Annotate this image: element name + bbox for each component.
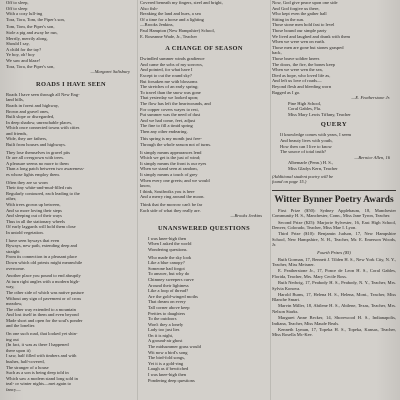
poem-line: But forsaken me with blossoms (140, 78, 198, 84)
poem-line: In untold vegetation. (6, 229, 44, 235)
poem-line: From its connection in a pleasant place (6, 254, 77, 260)
poem-line: A pleasure seems no more to them (6, 160, 69, 166)
poem-line: other, (6, 196, 17, 202)
poem-line: And beauty lives with youth, (280, 138, 333, 144)
poem-line: Think that the morrow can't be far (140, 202, 203, 207)
poem-line: At turn right angles with a modern high- (6, 278, 80, 284)
fourth-prize-entry: Marvin Miller, 18, Abilene H. S., Abilene, Texas, Teacher, Mrs. Nelson Starks. (272, 303, 396, 314)
poem-line: Which once connected towns with cities (6, 125, 80, 131)
poem-line: When every one greets; and we would (140, 177, 210, 183)
poem-title-query: QUERY (320, 121, 348, 129)
poem-line: The stretches of an early spring; (140, 84, 199, 90)
column-right (272, 0, 396, 400)
poem-line: Also fish- (140, 5, 159, 11)
poem-line: back, (272, 50, 282, 56)
poem-line: And left us love of roads— (272, 78, 322, 84)
poem-line: We lived and laughed and drank with them (272, 33, 351, 39)
poem-line: Regularly contoured, each leading to the (6, 190, 80, 196)
additional-poetry-note (272, 174, 396, 185)
poem-line: Off to sleep, (6, 0, 29, 5)
poem-line: And sleeping out of their ways (6, 213, 62, 219)
poem-fragment-top (140, 0, 268, 39)
poem-line: Around their lightness (148, 282, 189, 288)
poem-line: Made short and open for the soul's ponder (6, 317, 83, 323)
fourth-prizes-list (272, 257, 396, 338)
poem-line: I saw, half filled with timbers and with (6, 353, 77, 359)
poem-line: Off to sleep (6, 5, 28, 11)
poem-line: Built from houses and highways. (6, 142, 66, 148)
poem-line: And a merry ring around the moon. (140, 194, 205, 200)
poem-line: The source of total truth? (280, 149, 326, 155)
poem-line: Another place you pound to end abruptly (6, 273, 81, 279)
poem-line: When we were wen the sea, (272, 67, 323, 73)
poem-line: Roads I have seen through all New Eng- (6, 91, 80, 97)
credit-line: Albemarle (Penn.) H. S., (288, 160, 334, 166)
poem-line: Pondering deep questions (148, 377, 195, 383)
third-prize-entry: Third Prize ($10): Benjamin Judson, 17, New Hampshire School, New Hampshire, N. H., Teacher, Mr. E. Emerson Woods, Jr. (272, 231, 396, 248)
poem-byline: —Bernice Allen, 16 (354, 154, 390, 160)
poem-line: land hills, (6, 97, 24, 103)
column-middle (140, 0, 268, 400)
poem-line: ing out (6, 336, 19, 342)
poem-line: They lose themselves in gravel pits (6, 149, 71, 155)
poem-line: That yesterday we looked upon; (140, 95, 199, 101)
second-prize-entry: Second Prize ($25): Marjorie Sylvester, 16, East High School, Denver, Colorado, Teacher, Miss Mae I. Lyon. (272, 219, 396, 231)
poem-line: The fine to fill a timid spring (140, 123, 193, 129)
poem-line: there upon it) (6, 347, 31, 353)
poem-line: Chimney sweepers curve (148, 276, 194, 282)
poem-line: Beyond flesh and bleeding worn (272, 83, 332, 89)
poem-title-roads: ROADS I HAVE SEEN (36, 80, 106, 88)
first-prize-entry: First Prize ($50): Sydney Applebaum, 18, Manchester Community H. S., Manchester, Conn., Miss Jane Tyron, Teacher. (272, 207, 396, 219)
poem-line: E. Roseanne Wade, Jr., Teacher (140, 33, 197, 39)
poem-line: When we stand seen at random, (140, 166, 198, 172)
poem-body-change-of-season (140, 56, 268, 213)
poem-line: To answer, but why do (148, 271, 190, 277)
poem-line: Paul Hampton (New Hampshire) School, (140, 27, 215, 33)
poem-line: Put summer was the need of dust (140, 112, 201, 118)
poem-byline: —E. Featherstone Jr. (351, 95, 390, 101)
poem-line: Breaking the land and hues, a sea (140, 11, 201, 17)
poem-line: And God forgive us there, (272, 5, 320, 11)
poem-line: If knowledge comes with years, I seem (280, 132, 352, 138)
poem-byline: —Margaret Salisbury (90, 69, 130, 75)
poem-line: On one such road, that looked yet shin- (6, 331, 78, 337)
poem-line: Than a long patch between two awareness- (6, 166, 85, 172)
poem-line: When I asked the world (148, 241, 192, 247)
poem-line: Someone had forgot (148, 265, 185, 271)
credit-line: Miss Gladys Kern, Teacher (288, 166, 338, 172)
credit-line: Coral Gables, Fla. (288, 106, 322, 112)
poem-line: Tom, Tom, the Piper's son, (6, 24, 55, 30)
poem-line: The midsummer grass would (148, 344, 201, 350)
poem-line: Through the whole season not of turns. (140, 142, 212, 148)
poem-line: Ragged as I go. (272, 89, 301, 95)
poem-line: way, (6, 284, 15, 290)
poem-line: Dwindled summer winds gradience (140, 56, 205, 62)
poem-line: It simply means appearances lend (140, 149, 202, 155)
poem-fragment-top (6, 0, 136, 69)
poem-line: Byways, new path, extending deep and (6, 243, 78, 249)
poem-body-roads (6, 92, 136, 393)
poem-line: bushes, half-covered, (6, 359, 45, 365)
poem-line: Yet it is a gold-ring (148, 360, 184, 366)
poem-line: It simply means the front is our eyes (140, 160, 207, 166)
poem-line: Merrily, merrily along, (6, 35, 48, 41)
note-line: (Additional student poetry will be (272, 173, 334, 179)
poem-line: I was knee-high then (148, 235, 187, 241)
poem-title-change-of-season: A CHANGE OF SEASON (165, 45, 243, 53)
poem-line: We saw and blaze! (6, 57, 41, 63)
poem-line: Often they are so worn (6, 179, 48, 185)
poem-line: Pretties to daughters (148, 310, 186, 316)
poem-line: Except to cut the round sky? (140, 72, 192, 78)
credit-line: Miss Mary Lewis Tiffany, Teacher (288, 111, 351, 117)
poem-line: When we were wen on earth. (272, 39, 326, 45)
poem-line: A child for the tay? (6, 46, 42, 52)
poem-line: Which we get is the just of wind; (140, 155, 201, 161)
poem-line: Are the gold-winged moths (148, 293, 198, 299)
poem-line: And pointed, for what have I (140, 67, 193, 73)
poem-line: Of early laggards will hold them close (6, 224, 76, 230)
poem-line: Which saw a modern stand long sold in (6, 375, 78, 381)
poem-line: The doors, the fire, the bones keep (272, 61, 335, 67)
poem-line: On it is night, (148, 332, 174, 338)
column-rule (270, 0, 271, 400)
fourth-prize-entry: Kenneth Lyman, 17, Topeka H. S., Topeka, Kansas, Teacher, Miss Rosella Mc-Kee. (272, 326, 396, 338)
credit-line: Pine High School, (288, 100, 322, 106)
poem-byline: —Brooks Jenkins (230, 213, 262, 219)
poem-line: The flow has left the heartwounds, and (140, 100, 211, 106)
poem-line: Ye boy, oh! boy (6, 52, 35, 58)
poem-line: Wit now a bird's song (148, 349, 188, 355)
poem-line: The bird-fold songs, (148, 355, 186, 361)
poem-line: meadow, (6, 301, 23, 307)
poem-line: Without any sign of pavement or of cross (6, 295, 82, 301)
poem-line: That dream on every (148, 299, 186, 305)
poem-line: Those men are gone but stones grasped (272, 44, 344, 50)
poem-line: Lady too just lies (148, 327, 180, 333)
poem-line: Roads in forest and highway, (6, 102, 59, 108)
poem-line: Of a time for a horse and a lighting (140, 16, 204, 22)
poem-line: Tora, Tora, Tom, the Piper's son, (6, 16, 65, 22)
poem-line: Those stone men hold fast to level (272, 22, 335, 28)
poem-line: —Brooks Jenkins, (140, 22, 174, 28)
poem-line: Like a loop of thread? (148, 288, 189, 294)
poem-line: Brown and gravel ones, (6, 108, 50, 114)
poem-line: Wondering questions. (148, 246, 188, 252)
poem-line: Or are all overgrown with trees. (6, 155, 64, 161)
poem-line: and the lonelier. (6, 323, 36, 329)
poem-line: know, (140, 183, 151, 189)
awards-section (272, 190, 396, 338)
poem-line: Their tiny white-and-mud-filled ruts (6, 185, 73, 191)
poem-line: Those brave soldier knees (272, 55, 320, 61)
poem-line: Tall corner above keep (148, 304, 190, 310)
poem-fragment-top (272, 0, 396, 95)
note-line: found on page 15.) (272, 179, 307, 185)
poem-title-unanswered-questions: UNANSWERED QUESTIONS (157, 224, 251, 232)
poem-line: Stole a pig and away he run, (6, 29, 58, 35)
poem-line: Then any other endearing. (140, 128, 188, 134)
fourth-prizes-heading: Fourth Prizes ($5) (317, 249, 351, 255)
poem-line: The stranger of a house (6, 364, 49, 370)
poem-line: A ground-air ghost (148, 338, 183, 344)
poem-line: I was knee-high then (148, 372, 187, 378)
poem-line: How then can I live to know (280, 143, 332, 149)
poem-line: I think, Southwiks you is here (140, 188, 195, 194)
poem-line: And so more loving their steps (6, 207, 62, 213)
poem-line: straight (6, 248, 20, 254)
poem-line: fancy— (6, 387, 21, 392)
poem-line: overcome. (6, 265, 26, 271)
poem-line: Down which old priests might meanwhile (6, 259, 83, 265)
poem-credits (272, 101, 396, 118)
fourth-prize-entry: E. Featherstone Jr., 17, Ponce de Leon H. S., Coral Gables, Florida, Teacher, Mrs. Mary Cecile Ross. (272, 268, 396, 279)
poem-line: Wide, they are fathers, (6, 136, 48, 142)
poem-line: Tora, Tora, the Piper's son, (6, 63, 55, 69)
poem-line: I have seen byways that even (6, 237, 60, 243)
poem-line: To travel than the snow was gone (140, 89, 201, 95)
poem-line: Covered beneath my fingers, steel and bright, (140, 0, 223, 5)
poem-line: Died as hope, who loved life as, (272, 72, 331, 78)
poem-line: Like a blue canopy? (148, 260, 185, 266)
column-left (6, 0, 136, 400)
fourth-prize-entry: Margaret Anne Becker, 14, Shorewood H. S., Indianapolis, Indiana, Teacher, Miss Maude Beals. (272, 315, 396, 326)
poem-line: Laugh as if bewitched (148, 366, 189, 372)
poem-line: Thus in all the stationary wheels (6, 218, 65, 224)
poem-body-query (272, 132, 396, 154)
poem-line: Should I say, (6, 41, 30, 47)
poem-line: To the outdoors (148, 316, 177, 322)
poem-line: Who kept even the gather hall (272, 11, 327, 17)
poem-line: Built slope or disregarded, (6, 114, 55, 120)
poem-line: In deep shadow, unreachable places, (6, 119, 73, 125)
fourth-prize-entry: Ruth Gorman, 17, Bennett J. Tilden H. S., New York City, N. Y., Teacher, Miss Meixner. (272, 256, 396, 268)
fourth-prize-entry: Ruth Nedwig, 17, Peabody H. S., Peabody, N. Y., Teacher, Mrs. Sylvia Konova. (272, 279, 396, 291)
poem-line: (In fact, it was as there I happened (6, 342, 69, 348)
poem-credits (272, 160, 396, 171)
poem-line: It simply means a touch of grey (140, 172, 198, 178)
poem-line: The other way extended to a mountain (6, 306, 76, 312)
poem-line: Those bound our simple party (272, 27, 327, 33)
poem-line: For copper covers wayes to rest, (140, 106, 199, 112)
poem-line: With trees grown up between, (6, 202, 61, 207)
fourth-prize-entry: Harold Burns, 17, Helena H. S., Helena, Mont., Teacher, Miss Blanche Smart. (272, 291, 396, 303)
poem-body-unanswered-questions (140, 236, 268, 383)
poem-line: teal- or winter nights—met again to (6, 381, 72, 387)
poem-line: The other side of which was native pasture (6, 289, 84, 295)
poem-line: es whose lights employ them. (6, 172, 60, 178)
poem-line: Now, God give peace upon one side (272, 0, 338, 5)
poem-line: Sitting in the sun. (272, 16, 305, 22)
awards-title: Witter Bynner Poetry Awards (274, 194, 394, 205)
poem-line: Each side of what they really are. (140, 207, 201, 213)
poem-line: And came the sobs of my sorrows, (140, 61, 204, 67)
poem-line: This spring is my month just free- (140, 136, 202, 142)
poem-line: And we had come, feet, adjust (140, 117, 196, 123)
poem-line: Who made the sky look (148, 254, 192, 260)
column-rule (137, 0, 138, 400)
poem-line: and friends, (6, 130, 28, 136)
poem-line: Such as a son is being deep told in (6, 370, 69, 376)
poem-line: With a cozy lull-ing (6, 11, 43, 17)
poem-line: Won't they a lonely (148, 321, 184, 327)
poem-line: And lost itself in them and even beyond (6, 312, 79, 318)
